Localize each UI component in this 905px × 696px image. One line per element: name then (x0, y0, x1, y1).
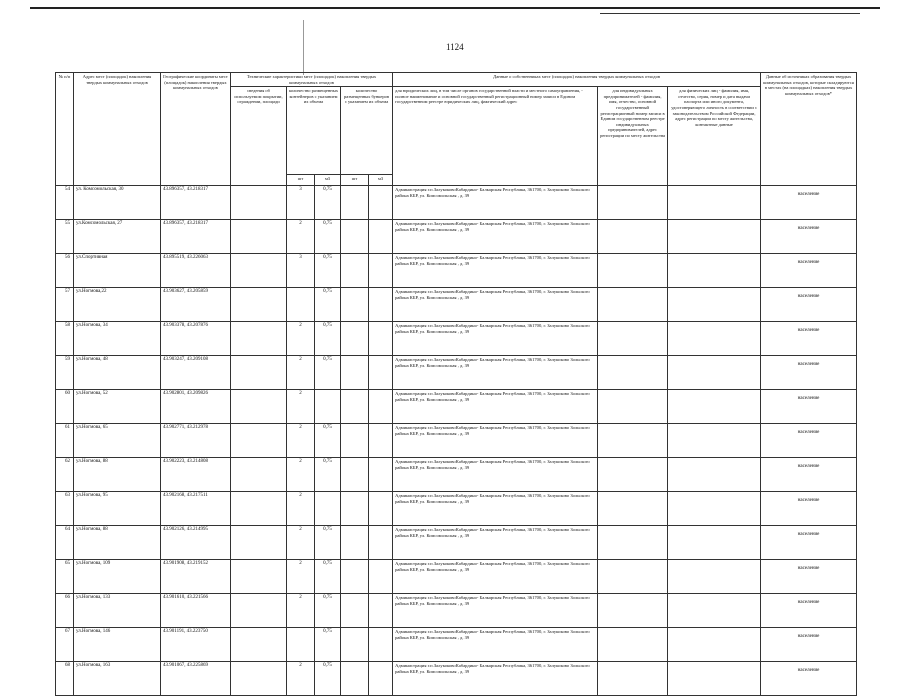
row-container-count: 2 (287, 526, 315, 560)
row-owner: Администрация г.п.ЗалукоковоКабардино- Балкарская Республика, 361700, г. Залукоково Зольского района КБР, ул. Комсомольская , д. 39 (393, 560, 598, 594)
row-individual (668, 186, 761, 220)
row-number: 67 (56, 628, 74, 662)
row-address: ул.Спортивная (74, 254, 161, 288)
table-row (56, 288, 857, 322)
row-entrepreneur (598, 594, 668, 628)
row-surface (231, 628, 287, 662)
row-owner: Администрация г.п.ЗалукоковоКабардино- Балкарская Республика, 361700, г. Залукоково Зольского района КБР, ул. Комсомольская , д. 39 (393, 254, 598, 288)
row-entrepreneur (598, 628, 668, 662)
row-bunker-volume (369, 254, 393, 288)
row-bunker-count (341, 424, 369, 458)
row-container-count: 2 (287, 356, 315, 390)
row-bunker-count (341, 322, 369, 356)
row-surface (231, 492, 287, 526)
row-surface (231, 594, 287, 628)
row-coordinates: 43.903247, 43.209108 (161, 356, 231, 390)
row-owner: Администрация г.п.ЗалукоковоКабардино- Балкарская Республика, 361700, г. Залукоково Зольского района КБР, ул. Комсомольская , д. 39 (393, 526, 598, 560)
row-surface (231, 186, 287, 220)
row-individual (668, 424, 761, 458)
row-owner: Администрация г.п.ЗалукоковоКабардино- Балкарская Республика, 361700, г. Залукоково Зольского района КБР, ул. Комсомольская , д. 39 (393, 492, 598, 526)
row-individual (668, 458, 761, 492)
row-bunker-count (341, 628, 369, 662)
row-bunker-count (341, 186, 369, 220)
row-coordinates: 43.901191, 43.223750 (161, 628, 231, 662)
table-row (56, 560, 857, 594)
row-container-count: 2 (287, 424, 315, 458)
row-owner: Администрация г.п.ЗалукоковоКабардино- Балкарская Республика, 361700, г. Залукоково Зольского района КБР, ул. Комсомольская , д. 39 (393, 288, 598, 322)
row-coordinates: 43.902223, 43.214808 (161, 458, 231, 492)
row-bunker-count (341, 390, 369, 424)
register-rows (56, 186, 857, 696)
row-bunker-volume (369, 594, 393, 628)
row-individual (668, 220, 761, 254)
row-waste-source: население (761, 390, 857, 424)
row-address: ул. Комсомольская, 30 (74, 186, 161, 220)
row-individual (668, 356, 761, 390)
row-individual (668, 322, 761, 356)
row-container-volume: 0,75 (315, 356, 341, 390)
header-owners: Данные о собственниках мест (площадок) накопления твердых коммунальных отходов (393, 73, 761, 87)
row-surface (231, 322, 287, 356)
row-bunker-count (341, 458, 369, 492)
page-number: 1124 (446, 42, 464, 52)
unit-m3-bunkers: м3 (369, 175, 393, 186)
table-row (56, 186, 857, 220)
row-coordinates: 43.902801, 43.209826 (161, 390, 231, 424)
row-number: 56 (56, 254, 74, 288)
row-container-volume: 0,75 (315, 424, 341, 458)
row-container-volume: 0,75 (315, 458, 341, 492)
row-container-volume: 0,75 (315, 254, 341, 288)
row-individual (668, 254, 761, 288)
row-entrepreneur (598, 254, 668, 288)
row-surface (231, 526, 287, 560)
row-entrepreneur (598, 526, 668, 560)
table-row (56, 526, 857, 560)
row-surface (231, 288, 287, 322)
row-bunker-count (341, 254, 369, 288)
row-container-volume (315, 390, 341, 424)
row-container-volume: 0,75 (315, 220, 341, 254)
row-coordinates: 43.903627, 43.205859 (161, 288, 231, 322)
row-number: 66 (56, 594, 74, 628)
row-address: ул.Ногмова, 34 (74, 322, 161, 356)
row-surface (231, 390, 287, 424)
row-owner: Администрация г.п.ЗалукоковоКабардино- Балкарская Республика, 361700, г. Залукоково Зольского района КБР, ул. Комсомольская , д. 39 (393, 390, 598, 424)
row-owner: Администрация г.п.ЗалукоковоКабардино- Балкарская Республика, 361700, г. Залукоково Зольского района КБР, ул. Комсомольская , д. 39 (393, 220, 598, 254)
row-container-volume: 0,75 (315, 662, 341, 696)
scan-fold-line (303, 20, 304, 75)
table-row (56, 492, 857, 526)
row-container-count: 2 (287, 458, 315, 492)
header-address: Адрес мест (площадок) накопления твердых коммунальных отходов (74, 73, 161, 186)
row-individual (668, 662, 761, 696)
row-coordinates: 43.903378, 43.207876 (161, 322, 231, 356)
row-bunker-count (341, 560, 369, 594)
row-bunker-volume (369, 458, 393, 492)
row-coordinates: 43.896357, 43.218317 (161, 220, 231, 254)
row-address: ул.Ногмова, 109 (74, 560, 161, 594)
header-tech-characteristics: Технические характеристики мест (площадок) накопления твердых коммунальных отходов (231, 73, 393, 87)
row-number: 55 (56, 220, 74, 254)
row-bunker-volume (369, 560, 393, 594)
table-row (56, 594, 857, 628)
row-owner: Администрация г.п.ЗалукоковоКабардино- Балкарская Республика, 361700, г. Залукоково Зольского района КБР, ул. Комсомольская , д. 39 (393, 186, 598, 220)
row-surface (231, 356, 287, 390)
table-row (56, 356, 857, 390)
row-surface (231, 220, 287, 254)
row-surface (231, 458, 287, 492)
row-bunker-count (341, 356, 369, 390)
row-container-count (287, 628, 315, 662)
scan-top-border-segment (600, 13, 860, 14)
table-row (56, 220, 857, 254)
row-bunker-count (341, 220, 369, 254)
row-entrepreneur (598, 560, 668, 594)
row-container-count: 2 (287, 322, 315, 356)
row-address: ул.Ногмова, 133 (74, 594, 161, 628)
row-waste-source: население (761, 594, 857, 628)
row-bunker-volume (369, 322, 393, 356)
unit-pcs-containers: шт (287, 175, 315, 186)
row-bunker-volume (369, 628, 393, 662)
header-legal-entities: для юридических лиц, в том числе органов государственной власти и местного самоуправления, - полное наименование и основной государственный регистрационный номер записи в Едином государственном реестре юридических лиц, фактический адрес (393, 87, 598, 186)
header-individuals: для физических лиц - фамилия, имя, отчество, серия, номер и дата выдачи паспорта или иного документа, удостоверяющего личность в соответствии с законодательством Российской Федерации, адрес регистрации по месту жительства, контактные данные (668, 87, 761, 186)
row-bunker-count (341, 492, 369, 526)
row-entrepreneur (598, 186, 668, 220)
row-address: ул.Ногмова, 48 (74, 356, 161, 390)
row-bunker-volume (369, 424, 393, 458)
table-row (56, 424, 857, 458)
row-coordinates: 43.895519, 43.226063 (161, 254, 231, 288)
row-container-volume: 0,75 (315, 560, 341, 594)
row-address: ул.Ногмова, 88 (74, 458, 161, 492)
row-container-count: 3 (287, 186, 315, 220)
row-waste-source: население (761, 492, 857, 526)
row-bunker-volume (369, 492, 393, 526)
table-row (56, 628, 857, 662)
row-container-volume: 0,75 (315, 526, 341, 560)
row-waste-source: население (761, 424, 857, 458)
row-container-volume: 0,75 (315, 628, 341, 662)
header-number: № п/п (56, 73, 74, 186)
row-individual (668, 628, 761, 662)
row-address: ул.Ногмова, 95 (74, 492, 161, 526)
row-address: ул.Ногмова,22 (74, 288, 161, 322)
row-number: 59 (56, 356, 74, 390)
row-waste-source: население (761, 628, 857, 662)
row-waste-source: население (761, 254, 857, 288)
header-waste-sources: Данные об источниках образования твердых коммунальных отходов, которые складируются в местах (на площадках) накопления твердых коммунальных отходов* (761, 73, 857, 186)
row-coordinates: 43.901067, 43.225869 (161, 662, 231, 696)
header-entrepreneurs: для индивидуальных предпринимателей - фамилия, имя, отчество, основной государственный регистрационный номер записи в Едином государственном реестре индивидуальных предпринимателей, адрес регистрации по месту жительства (598, 87, 668, 186)
row-entrepreneur (598, 492, 668, 526)
row-address: ул.Ногмова, 65 (74, 424, 161, 458)
row-bunker-volume (369, 526, 393, 560)
row-coordinates: 43.901610, 43.221566 (161, 594, 231, 628)
row-address: ул.Ногмова, 163 (74, 662, 161, 696)
table-row (56, 662, 857, 696)
row-number: 58 (56, 322, 74, 356)
row-entrepreneur (598, 322, 668, 356)
row-surface (231, 424, 287, 458)
unit-m3-containers: м3 (315, 175, 341, 186)
row-bunker-volume (369, 662, 393, 696)
row-individual (668, 492, 761, 526)
row-container-count: 2 (287, 594, 315, 628)
row-individual (668, 594, 761, 628)
row-owner: Администрация г.п.ЗалукоковоКабардино- Балкарская Республика, 361700, г. Залукоково Зольского района КБР, ул. Комсомольская , д. 39 (393, 594, 598, 628)
row-number: 68 (56, 662, 74, 696)
row-coordinates: 43.902126, 43.214995 (161, 526, 231, 560)
row-container-count: 3 (287, 254, 315, 288)
row-container-volume (315, 492, 341, 526)
row-container-count: 2 (287, 492, 315, 526)
row-container-count: 2 (287, 560, 315, 594)
row-entrepreneur (598, 288, 668, 322)
row-number: 63 (56, 492, 74, 526)
row-address: ул.Комсомольская, 27 (74, 220, 161, 254)
row-waste-source: население (761, 662, 857, 696)
scan-top-border (30, 7, 880, 9)
row-number: 54 (56, 186, 74, 220)
header-containers: количество размещенных контейнеров с указанием их объема (287, 87, 341, 175)
row-individual (668, 560, 761, 594)
row-waste-source: население (761, 526, 857, 560)
row-waste-source: население (761, 186, 857, 220)
row-number: 57 (56, 288, 74, 322)
row-number: 64 (56, 526, 74, 560)
row-container-volume: 0,75 (315, 288, 341, 322)
row-container-count: 2 (287, 220, 315, 254)
table-row (56, 390, 857, 424)
row-entrepreneur (598, 458, 668, 492)
row-container-count (287, 288, 315, 322)
row-coordinates: 43.902771, 43.212978 (161, 424, 231, 458)
row-surface (231, 254, 287, 288)
row-waste-source: население (761, 220, 857, 254)
row-container-count: 2 (287, 662, 315, 696)
row-number: 62 (56, 458, 74, 492)
row-address: ул.Ногмова, 52 (74, 390, 161, 424)
row-container-volume: 0,75 (315, 322, 341, 356)
row-number: 60 (56, 390, 74, 424)
row-individual (668, 390, 761, 424)
row-bunker-volume (369, 288, 393, 322)
row-coordinates: 43.896357, 43.218317 (161, 186, 231, 220)
row-bunker-volume (369, 356, 393, 390)
row-entrepreneur (598, 662, 668, 696)
header-row-group (56, 73, 857, 87)
row-owner: Администрация г.п.ЗалукоковоКабардино- Балкарская Республика, 361700, г. Залукоково Зольского района КБР, ул. Комсомольская , д. 39 (393, 458, 598, 492)
row-bunker-volume (369, 186, 393, 220)
row-waste-source: население (761, 288, 857, 322)
row-waste-source: население (761, 560, 857, 594)
row-container-volume: 0,75 (315, 186, 341, 220)
row-container-volume: 0,75 (315, 594, 341, 628)
row-address: ул.Ногмова, 88 (74, 526, 161, 560)
row-entrepreneur (598, 220, 668, 254)
row-bunker-volume (369, 220, 393, 254)
table-row (56, 458, 857, 492)
header-surface: сведения об используемом покрытии, ограждении, площади (231, 87, 287, 186)
row-surface (231, 560, 287, 594)
header-coordinates: Географические координаты мест (площадок) накопления твердых коммунальных отходов (161, 73, 231, 186)
row-coordinates: 43.902168, 43.217511 (161, 492, 231, 526)
row-entrepreneur (598, 390, 668, 424)
row-bunker-count (341, 662, 369, 696)
row-waste-source: население (761, 458, 857, 492)
row-bunker-count (341, 526, 369, 560)
unit-pcs-bunkers: шт (341, 175, 369, 186)
row-address: ул.Ногмова, 146 (74, 628, 161, 662)
header-bunkers: количество размещенных бункеров с указанием их объема (341, 87, 393, 175)
row-individual (668, 288, 761, 322)
row-owner: Администрация г.п.ЗалукоковоКабардино- Балкарская Республика, 361700, г. Залукоково Зольского района КБР, ул. Комсомольская , д. 39 (393, 424, 598, 458)
register-table (55, 72, 857, 696)
row-owner: Администрация г.п.ЗалукоковоКабардино- Балкарская Республика, 361700, г. Залукоково Зольского района КБР, ул. Комсомольская , д. 39 (393, 322, 598, 356)
row-owner: Администрация г.п.ЗалукоковоКабардино- Балкарская Республика, 361700, г. Залукоково Зольского района КБР, ул. Комсомольская , д. 39 (393, 662, 598, 696)
row-owner: Администрация г.п.ЗалукоковоКабардино- Балкарская Республика, 361700, г. Залукоково Зольского района КБР, ул. Комсомольская , д. 39 (393, 628, 598, 662)
row-bunker-volume (369, 390, 393, 424)
row-individual (668, 526, 761, 560)
row-container-count: 2 (287, 390, 315, 424)
row-surface (231, 662, 287, 696)
row-number: 65 (56, 560, 74, 594)
row-waste-source: население (761, 322, 857, 356)
row-entrepreneur (598, 356, 668, 390)
row-entrepreneur (598, 424, 668, 458)
row-bunker-count (341, 288, 369, 322)
row-bunker-count (341, 594, 369, 628)
row-number: 61 (56, 424, 74, 458)
table-row (56, 322, 857, 356)
table-row (56, 254, 857, 288)
row-waste-source: население (761, 356, 857, 390)
row-owner: Администрация г.п.ЗалукоковоКабардино- Балкарская Республика, 361700, г. Залукоково Зольского района КБР, ул. Комсомольская , д. 39 (393, 356, 598, 390)
row-coordinates: 43.901908, 43.219152 (161, 560, 231, 594)
